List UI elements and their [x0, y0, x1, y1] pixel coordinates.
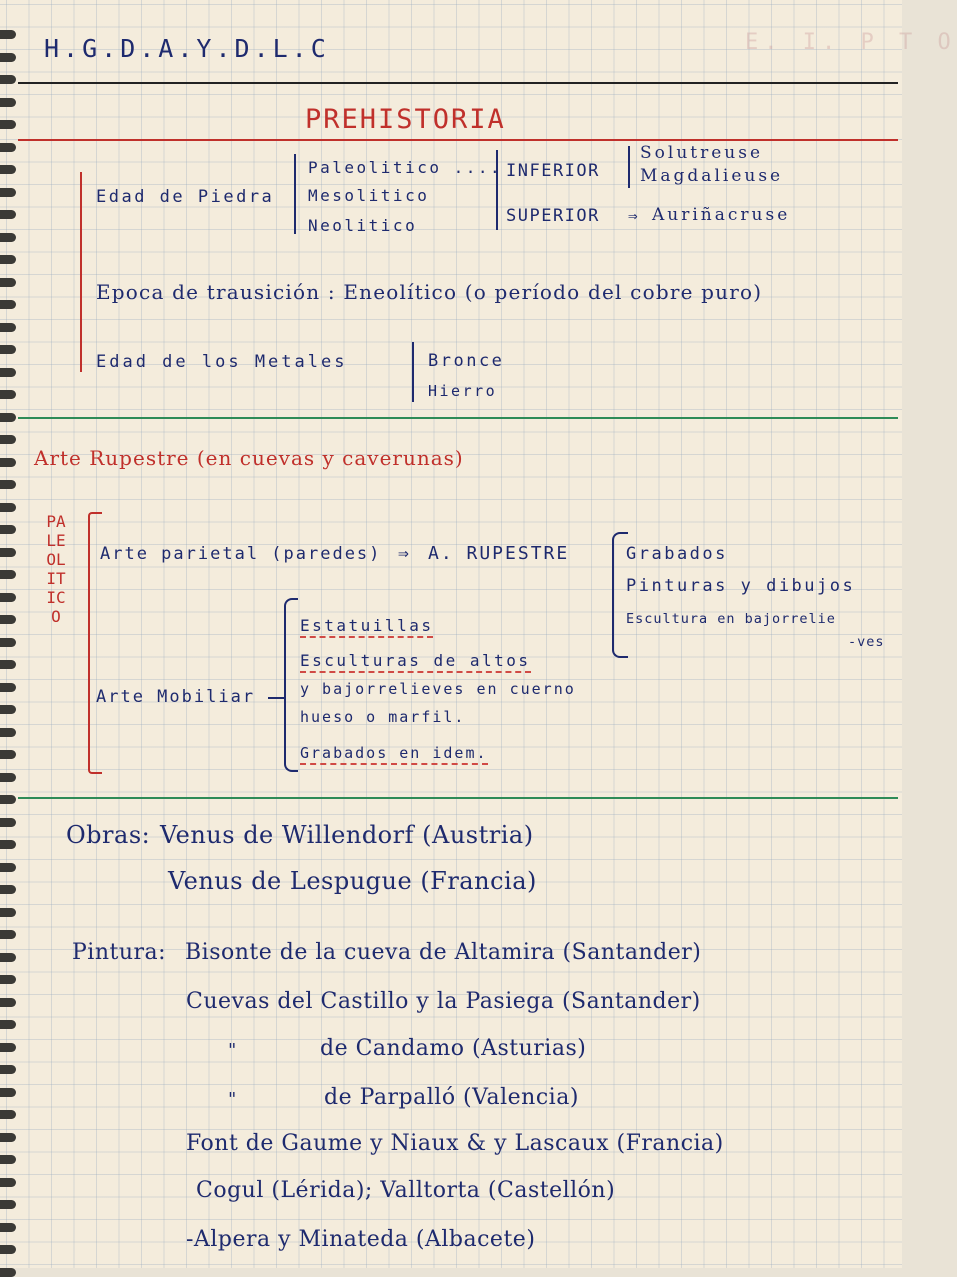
- period-mesolitico: Mesolitico: [308, 186, 430, 205]
- binding-hole: [0, 30, 16, 39]
- binding-hole: [0, 413, 16, 422]
- binding-hole: [0, 840, 16, 849]
- period-neolitico: Neolitico: [308, 216, 418, 235]
- page-title: PREHISTORIA: [305, 104, 506, 135]
- binding-hole: [0, 458, 16, 467]
- pintura-altamira: Bisonte de la cueva de Altamira (Santander): [185, 940, 702, 965]
- arte-rupestre-heading: Arte Rupestre (en cuevas y caverunas): [34, 446, 464, 470]
- metal-hierro: Hierro: [428, 382, 498, 400]
- pintura-label: Pintura:: [72, 940, 167, 965]
- paleo-divider: [496, 150, 498, 230]
- mobiliar-grabados-text: Grabados en idem.: [300, 744, 488, 765]
- pintura-castillo: Cuevas del Castillo y la Pasiega (Santander): [186, 989, 701, 1014]
- parietal-arrow: ⇒: [398, 543, 410, 564]
- binding-hole: [0, 165, 16, 174]
- binding-hole: [0, 323, 16, 332]
- binding-hole: [0, 1178, 16, 1187]
- parietal-type-pinturas: Pinturas y dibujos: [626, 576, 856, 596]
- pintura-font-de-gaume: Font de Gaume y Niaux & y Lascaux (Francia): [186, 1131, 724, 1156]
- header-rule: [18, 82, 898, 84]
- binding-hole: [0, 795, 16, 804]
- obra-willendorf: Venus de Willendorf (Austria): [160, 821, 534, 849]
- binding-hole: [0, 615, 16, 624]
- binding-hole: [0, 255, 16, 264]
- superior-label: SUPERIOR: [506, 206, 600, 226]
- title-rule: [18, 139, 898, 141]
- binding-hole: [0, 53, 16, 62]
- mobiliar-esculturas: [300, 651, 531, 670]
- arte-mobiliar: Arte Mobiliar: [96, 687, 256, 707]
- mobiliar-estatuillas-text: Estatuillas: [300, 616, 433, 638]
- binding-hole: [0, 278, 16, 287]
- mobiliar-bajorrelieves: y bajorrelieves en cuerno: [300, 680, 576, 698]
- binding-hole: [0, 570, 16, 579]
- binding-hole: [0, 525, 16, 534]
- pintura-alpera: -Alpera y Minateda (Albacete): [186, 1227, 536, 1252]
- binding-hole: [0, 998, 16, 1007]
- binding-hole: [0, 953, 16, 962]
- binding-hole: [0, 930, 16, 939]
- pintura-candamo: de Candamo (Asturias): [320, 1036, 587, 1061]
- binding-hole: [0, 1245, 16, 1254]
- section-rule-2: [18, 797, 898, 799]
- mobiliar-esculturas-text: Esculturas de altos: [300, 651, 531, 673]
- binding-hole: [0, 593, 16, 602]
- ditto-mark-2: ": [228, 1089, 237, 1110]
- parietal-type-escultura: Escultura en bajorrelie: [626, 611, 836, 627]
- section-rule-1: [18, 417, 898, 419]
- table-left-bar: [80, 172, 82, 372]
- binding-hole: [0, 345, 16, 354]
- binding-hole: [0, 1133, 16, 1142]
- binding-hole: [0, 863, 16, 872]
- binding-hole: [0, 368, 16, 377]
- paleolitico-vertical-label: PALEOLITICO: [46, 512, 66, 626]
- binding-hole: [0, 1088, 16, 1097]
- binding-hole: [0, 908, 16, 917]
- binding-hole: [0, 300, 16, 309]
- mobiliar-estatuillas: [300, 616, 433, 635]
- header-initials: H.G.D.A.Y.D.L.C: [44, 34, 330, 63]
- mobiliar-hueso: hueso o marfil.: [300, 708, 466, 726]
- metales-divider: [412, 342, 414, 402]
- superior-aurinacruse: Auriñacruse: [652, 205, 791, 225]
- ditto-mark-1: ": [228, 1040, 237, 1061]
- binding-hole: [0, 728, 16, 737]
- binding-hole: [0, 98, 16, 107]
- mobiliar-connector: [268, 697, 284, 699]
- mobiliar-grabados: [300, 744, 488, 762]
- superior-arrow: ⇒: [628, 206, 639, 225]
- inferior-magdalieuse: Magdalieuse: [640, 166, 784, 186]
- binding-hole: [0, 120, 16, 129]
- mobiliar-brace: [284, 598, 298, 772]
- obras-label: Obras:: [66, 821, 151, 849]
- edad-metales-label: Edad de los Metales: [96, 352, 348, 372]
- parietal-type-ves: -ves: [848, 634, 885, 650]
- edad-piedra-label: Edad de Piedra: [96, 187, 275, 207]
- binding-hole: [0, 1043, 16, 1052]
- binding-hole: [0, 705, 16, 714]
- binding-hole: [0, 390, 16, 399]
- inferior-label: INFERIOR: [506, 161, 600, 181]
- epoca-transicion: Epoca de trausición : Eneolítico (o período del cobre puro): [96, 280, 763, 304]
- binding-hole: [0, 210, 16, 219]
- binding-hole: [0, 143, 16, 152]
- binding-hole: [0, 1268, 16, 1277]
- pintura-cogul: Cogul (Lérida); Valltorta (Castellón): [196, 1178, 616, 1203]
- binding-hole: [0, 75, 16, 84]
- binding-hole: [0, 683, 16, 692]
- binding-hole: [0, 1223, 16, 1232]
- period-paleolitico: Paleolitico ....: [308, 158, 503, 177]
- spiral-binding-holes: [0, 0, 20, 1268]
- binding-hole: [0, 435, 16, 444]
- binding-hole: [0, 233, 16, 242]
- binding-hole: [0, 885, 16, 894]
- pintura-parpallo: de Parpalló (Valencia): [324, 1085, 579, 1110]
- binding-hole: [0, 188, 16, 197]
- binding-hole: [0, 1110, 16, 1119]
- parietal-result: A. RUPESTRE: [428, 543, 570, 564]
- binding-hole: [0, 975, 16, 984]
- parietal-type-grabados: Grabados: [626, 544, 728, 564]
- binding-hole: [0, 773, 16, 782]
- inferior-solutreuse: Solutreuse: [640, 143, 764, 163]
- obra-lespugue: Venus de Lespugue (Francia): [168, 867, 537, 895]
- metal-bronce: Bronce: [428, 351, 505, 371]
- binding-hole: [0, 818, 16, 827]
- binding-hole: [0, 1065, 16, 1074]
- binding-hole: [0, 1020, 16, 1029]
- inferior-divider: [628, 146, 630, 188]
- faint-bleed-text: E. I. P T O: [745, 30, 957, 55]
- binding-hole: [0, 638, 16, 647]
- binding-hole: [0, 548, 16, 557]
- binding-hole: [0, 660, 16, 669]
- binding-hole: [0, 750, 16, 759]
- binding-hole: [0, 503, 16, 512]
- arte-parietal: Arte parietal (paredes): [100, 544, 382, 564]
- binding-hole: [0, 480, 16, 489]
- binding-hole: [0, 1155, 16, 1164]
- piedra-divider: [294, 154, 296, 234]
- binding-hole: [0, 1200, 16, 1209]
